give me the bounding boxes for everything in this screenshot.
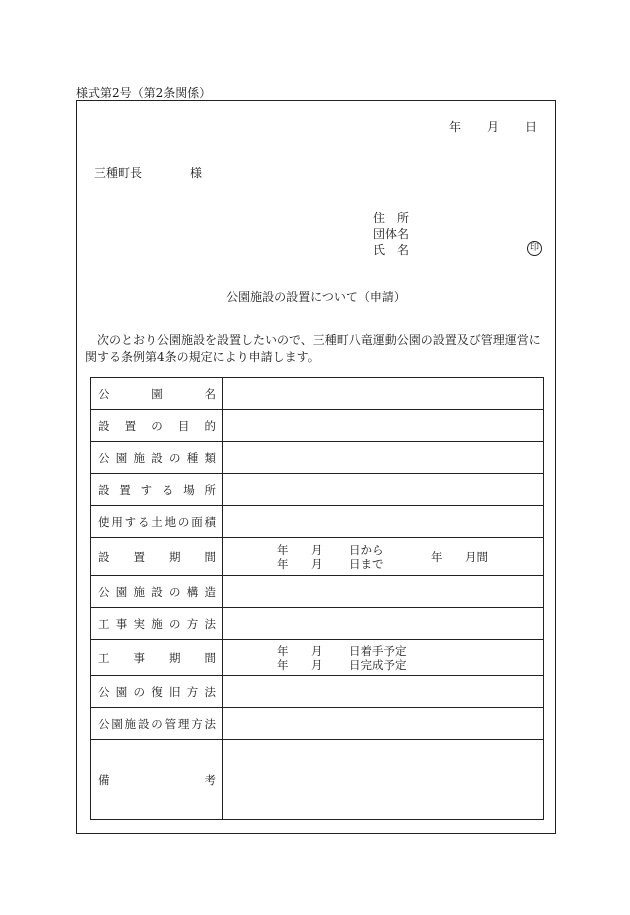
row-label-char: 使: [98, 514, 110, 529]
row-label-char: 面: [191, 514, 203, 529]
row-label-char: の: [151, 716, 163, 731]
row-label-char: 工: [98, 650, 110, 665]
addressee-name: 三種町長: [94, 166, 143, 180]
row-label-char: 法: [204, 716, 216, 731]
row-label-char: 法: [204, 684, 216, 699]
construction-end-month: 月: [311, 657, 323, 672]
row-label: [91, 410, 223, 442]
row-value-field[interactable]: [223, 740, 544, 820]
application-form-frame: [76, 100, 556, 834]
row-label-char: 設: [98, 418, 110, 433]
row-value-field[interactable]: [223, 640, 544, 676]
row-label-char: る: [137, 514, 150, 529]
period-start-month: 月: [311, 542, 323, 557]
row-label-char: 間: [204, 650, 216, 665]
row-label: [91, 378, 223, 410]
row-label-text: [98, 418, 216, 434]
row-label-text: [98, 482, 216, 498]
row-value-field[interactable]: [223, 506, 544, 538]
row-label: [91, 576, 223, 608]
row-label: [91, 676, 223, 708]
period-start-day: 日から: [349, 542, 384, 557]
row-label-char: 実: [133, 616, 145, 631]
table-row: [91, 538, 544, 576]
row-label-char: る: [161, 482, 174, 497]
period-end-month: 月: [311, 556, 323, 571]
row-value-field[interactable]: [223, 474, 544, 506]
row-value-field[interactable]: [223, 576, 544, 608]
row-label: [91, 740, 223, 820]
application-table: [90, 377, 544, 820]
row-label-char: の: [177, 514, 190, 529]
row-label-char: 地: [164, 514, 177, 529]
table-row: [91, 474, 544, 506]
period-span-months: 月間: [465, 549, 488, 564]
row-label-char: 期: [169, 549, 181, 564]
row-label-char: 公: [98, 450, 110, 465]
row-label-char: す: [124, 514, 137, 529]
row-label-char: 理: [177, 716, 190, 731]
row-label-char: 事: [115, 616, 128, 631]
row-label-char: 造: [204, 584, 216, 599]
row-label: [91, 506, 223, 538]
table-row: [91, 378, 544, 410]
row-label-char: の: [169, 584, 181, 599]
group-name-label: 団体名: [373, 227, 410, 241]
row-label-char: 設: [151, 450, 163, 465]
row-label-text: [98, 514, 216, 530]
construction-start-year: 年: [277, 643, 289, 658]
row-value-field[interactable]: [223, 676, 544, 708]
row-label-char: 施: [151, 616, 163, 631]
row-value-field[interactable]: [223, 708, 544, 740]
row-label-char: 工: [98, 616, 110, 631]
row-label: [91, 708, 223, 740]
row-label-char: 場: [183, 482, 195, 497]
row-label-char: 公: [98, 716, 110, 731]
row-label-char: 的: [204, 418, 216, 433]
row-value-field[interactable]: [223, 608, 544, 640]
row-label-char: 園: [151, 386, 163, 401]
table-row: [91, 506, 544, 538]
date-month: 月: [486, 120, 499, 134]
row-value-field[interactable]: [223, 442, 544, 474]
period-start-year: 年: [277, 542, 289, 557]
row-label-char: 管: [164, 716, 177, 731]
row-label-char: 設: [137, 716, 150, 731]
table-row: [91, 608, 544, 640]
document-title: 公園施設の設置について（申請）: [226, 290, 406, 304]
row-label-char: 構: [186, 584, 199, 599]
row-label-char: 法: [204, 616, 216, 631]
row-label-char: 所: [204, 482, 216, 497]
row-value-field[interactable]: [223, 410, 544, 442]
row-label-char: 類: [204, 450, 216, 465]
row-label-char: 施: [133, 584, 145, 599]
date-day: 日: [524, 120, 537, 134]
row-label: [91, 608, 223, 640]
row-label-char: 置: [119, 482, 131, 497]
name-label: 氏 名: [373, 243, 410, 257]
date-line: [449, 118, 537, 135]
row-label-text: [98, 772, 216, 788]
row-label-char: 用: [111, 514, 123, 529]
period-end-day: 日まで: [349, 556, 384, 571]
table-row: [91, 740, 544, 820]
row-label-char: 土: [151, 514, 163, 529]
period-span-years: 年: [431, 549, 443, 564]
row-label-char: 施: [124, 716, 137, 731]
row-label-char: 種: [186, 450, 199, 465]
table-row: [91, 576, 544, 608]
row-label-char: 園: [115, 450, 128, 465]
row-label: [91, 538, 223, 576]
row-label-char: 間: [204, 549, 216, 564]
seal-mark: 印: [527, 241, 542, 256]
row-label-char: 置: [133, 549, 145, 564]
period-end-year: 年: [277, 556, 289, 571]
row-label-char: 復: [151, 684, 163, 699]
row-label-char: 名: [204, 386, 216, 401]
row-label-char: の: [169, 616, 181, 631]
row-label-char: す: [140, 482, 153, 497]
row-label-char: 公: [98, 584, 110, 599]
row-label-char: 公: [98, 386, 110, 401]
row-label-char: 旧: [169, 684, 181, 699]
row-label-char: 方: [186, 684, 199, 699]
row-label-char: 設: [98, 482, 110, 497]
table-row: [91, 676, 544, 708]
row-label-text: [98, 650, 216, 666]
row-label-char: 園: [115, 684, 128, 699]
row-label-char: 方: [186, 616, 199, 631]
row-label-char: 設: [98, 549, 110, 564]
row-label-char: 施: [133, 450, 145, 465]
row-label-char: の: [169, 450, 181, 465]
addressee: [94, 164, 202, 181]
construction-end-day: 日完成予定: [349, 657, 407, 672]
row-label-text: [98, 684, 216, 700]
row-value-field[interactable]: [223, 378, 544, 410]
row-label-char: 園: [111, 716, 123, 731]
row-label-char: の: [151, 418, 163, 433]
row-label-char: 目: [177, 418, 190, 433]
row-label-text: [98, 716, 216, 732]
row-label-text: [98, 386, 216, 402]
row-label-text: [98, 450, 216, 466]
addressee-honorific: 様: [190, 166, 203, 180]
row-label-text: [98, 549, 216, 565]
date-year: 年: [448, 120, 461, 134]
form-number: 様式第2号（第2条関係）: [76, 86, 212, 100]
row-label-text: [98, 584, 216, 600]
body-text: 次のとおり公園施設を設置したいので、三種町八竜運動公園の設置及び管理運営に関する条例第4条の規定により申請します。: [85, 333, 541, 364]
row-label-text: [98, 616, 216, 632]
row-label-char: 置: [124, 418, 137, 433]
row-label-char: の: [133, 684, 145, 699]
row-label-char: 考: [204, 772, 216, 787]
row-label: [91, 442, 223, 474]
row-label-char: 方: [191, 716, 203, 731]
construction-start-month: 月: [311, 643, 323, 658]
row-label-char: 積: [204, 514, 216, 529]
row-label: [91, 474, 223, 506]
construction-start-day: 日着手予定: [349, 643, 407, 658]
row-label-char: 設: [151, 584, 163, 599]
row-label-char: 園: [115, 584, 128, 599]
row-label-char: 公: [98, 684, 110, 699]
table-row: [91, 708, 544, 740]
applicant-block: [373, 210, 409, 258]
row-value-field[interactable]: [223, 538, 544, 576]
row-label-char: 備: [98, 772, 110, 787]
table-row: [91, 442, 544, 474]
row-label: [91, 640, 223, 676]
address-label: 住 所: [373, 211, 410, 225]
table-row: [91, 640, 544, 676]
construction-end-year: 年: [277, 657, 289, 672]
table-row: [91, 410, 544, 442]
row-label-char: 事: [133, 650, 145, 665]
row-label-char: 期: [169, 650, 181, 665]
